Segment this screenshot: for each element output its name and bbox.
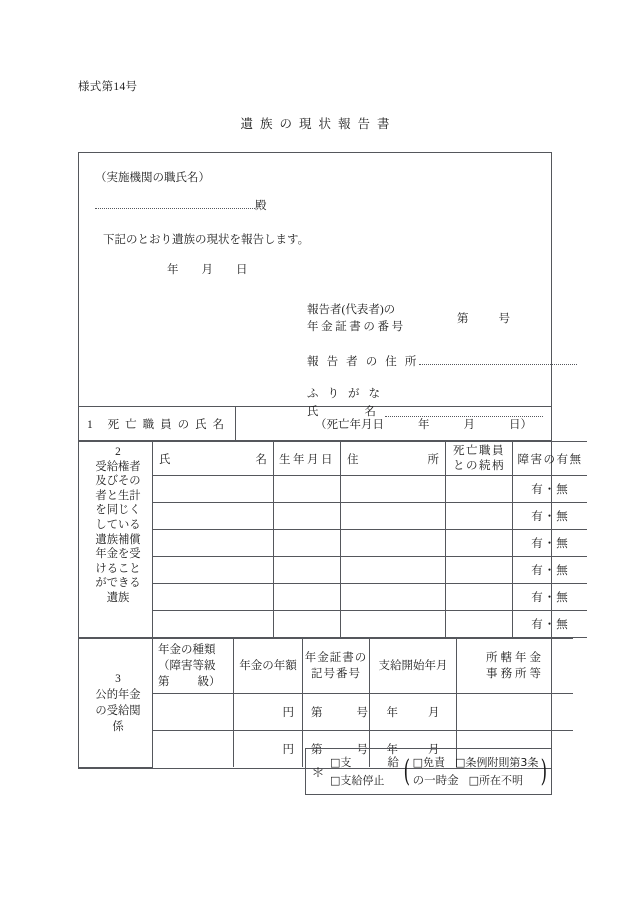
cell-name[interactable] <box>153 611 274 638</box>
cell-relation[interactable] <box>446 584 513 611</box>
cell-pension-amount[interactable]: 円 <box>234 731 303 768</box>
col-header-relation: 死亡職員 との続柄 <box>446 442 513 476</box>
cell-name[interactable] <box>153 476 274 503</box>
cell-pension-office[interactable] <box>457 694 574 731</box>
death-month: 月 <box>463 418 475 431</box>
cell-name[interactable] <box>153 584 274 611</box>
reporter-cert-number-field[interactable] <box>457 310 510 326</box>
table-row[interactable] <box>79 584 587 611</box>
cell-cert-number[interactable]: 第 号 <box>303 731 370 768</box>
cell-birthdate[interactable] <box>274 611 341 638</box>
cell-relation[interactable] <box>446 611 513 638</box>
cell-relation[interactable] <box>446 503 513 530</box>
cell-pension-amount[interactable]: 円 <box>234 694 303 731</box>
cert-no-suffix: 号 <box>498 313 510 325</box>
cell-address[interactable] <box>341 611 446 638</box>
official-use-box <box>305 748 552 795</box>
cell-disability[interactable]: 有・無 <box>513 557 588 584</box>
date-year-label: 年 <box>167 264 180 276</box>
col-header-address: 住 所 <box>341 442 446 476</box>
section1-label: 1 死亡職員の氏名 <box>79 407 236 441</box>
furigana-label: ふりがな <box>307 388 389 400</box>
cell-pension-kind[interactable] <box>153 694 234 731</box>
cell-address[interactable] <box>341 530 446 557</box>
table-row[interactable] <box>79 503 587 530</box>
reporter-cert-row <box>307 301 543 339</box>
cell-disability[interactable]: 有・無 <box>513 584 588 611</box>
cell-disability[interactable]: 有・無 <box>513 530 588 557</box>
reporter-cert-label-line1: 報告者(代表者)の <box>307 304 396 316</box>
exemption-row-2 <box>413 772 539 790</box>
col-header-disability: 障害の有無 <box>513 442 588 476</box>
cell-birthdate[interactable] <box>274 584 341 611</box>
section2-header-row <box>79 442 587 476</box>
reporter-name-label: 氏 名 <box>307 406 376 418</box>
col-header-birthdate: 生年月日 <box>274 442 341 476</box>
reporter-cert-label-line2: 年金証書の番号 <box>307 321 406 333</box>
cell-birthdate[interactable] <box>274 476 341 503</box>
declaration-date-field[interactable] <box>167 261 249 277</box>
cell-pension-kind[interactable] <box>153 731 234 768</box>
reporter-name-row[interactable] <box>307 385 543 421</box>
cell-address[interactable] <box>341 503 446 530</box>
cell-name[interactable] <box>153 503 274 530</box>
cell-address[interactable] <box>341 557 446 584</box>
cert-no-prefix: 第 <box>457 313 469 325</box>
table-row[interactable] <box>79 530 587 557</box>
table-row[interactable] <box>79 476 587 503</box>
lump-sum-label: の一時金 <box>412 774 459 787</box>
exemption-options <box>413 754 539 790</box>
col-header-name: 氏 名 <box>153 442 274 476</box>
option-ordinance-article3[interactable]: □条例附則第3条 <box>455 755 539 769</box>
option-exemption[interactable]: □免責 <box>412 755 446 769</box>
reporter-block <box>307 301 543 421</box>
cell-address[interactable] <box>341 584 446 611</box>
cell-name[interactable] <box>153 557 274 584</box>
dono-suffix: 殿 <box>255 200 267 212</box>
section3-side-label: 3 公的年金 の受給関 係 <box>79 639 153 768</box>
agency-name-field[interactable] <box>95 197 325 213</box>
section3-header-row <box>79 639 573 694</box>
page-title: 遺族の現状報告書 <box>240 117 397 131</box>
reporter-name-input-line[interactable] <box>385 416 543 417</box>
agency-name-label: （実施機関の職氏名） <box>95 172 210 184</box>
declaration-statement: 下記のとおり遺族の現状を報告します。 <box>103 234 310 246</box>
cell-start-date[interactable]: 年 月 <box>370 731 457 768</box>
exemption-row-1 <box>413 754 539 772</box>
cell-disability[interactable]: 有・無 <box>513 503 588 530</box>
form-number: 様式第14号 <box>78 81 138 93</box>
table-row[interactable] <box>79 611 587 638</box>
cell-start-date[interactable]: 年 月 <box>370 694 457 731</box>
cell-birthdate[interactable] <box>274 503 341 530</box>
cell-cert-number[interactable]: 第 号 <box>303 694 370 731</box>
table-row[interactable] <box>79 557 587 584</box>
cell-relation[interactable] <box>446 530 513 557</box>
date-day-label: 日 <box>236 264 249 276</box>
death-date-open: （死亡年月日 <box>315 418 384 431</box>
date-month-label: 月 <box>201 264 214 276</box>
section2-side-label: 2 受給権者 及びその 者と生計 を同じく している 遺族補償 年金を受 けること ができる 遺族 <box>79 442 153 638</box>
col-header-pension-kind: 年金の種類 （障害等級 第 級） <box>153 639 234 694</box>
option-payment[interactable]: □支 給 <box>330 755 399 769</box>
cell-relation[interactable] <box>446 557 513 584</box>
main-form-frame <box>78 152 583 769</box>
col-header-start-date: 支給開始年月 <box>370 639 457 694</box>
death-day: 日） <box>509 418 532 431</box>
reporter-address-input-line[interactable] <box>419 364 577 365</box>
col-header-pension-amount: 年金の年額 <box>234 639 303 694</box>
bracket-close: ) <box>541 753 548 789</box>
death-year: 年 <box>418 418 430 431</box>
declaration-block <box>79 153 551 418</box>
cell-disability[interactable]: 有・無 <box>513 476 588 503</box>
reporter-address-row[interactable] <box>307 353 543 369</box>
table-row[interactable] <box>79 694 573 731</box>
cell-name[interactable] <box>153 530 274 557</box>
reporter-address-label: 報 告 者 の 住 所 <box>307 356 419 368</box>
col-header-pension-office: 所轄年金 事務所等 <box>457 639 574 694</box>
option-whereabouts-unknown[interactable]: □所在不明 <box>468 773 524 787</box>
cell-address[interactable] <box>341 476 446 503</box>
cell-relation[interactable] <box>446 476 513 503</box>
cell-birthdate[interactable] <box>274 530 341 557</box>
agency-name-input-line[interactable] <box>95 208 255 209</box>
exemption-options-group <box>401 754 550 790</box>
cell-birthdate[interactable] <box>274 557 341 584</box>
asterisk-marker: ＊ <box>311 765 325 780</box>
bracket-open: ( <box>403 753 410 789</box>
cell-disability[interactable]: 有・無 <box>513 611 588 638</box>
section2-table <box>79 441 587 638</box>
option-payment-suspended[interactable]: □支給停止 <box>330 773 385 787</box>
payment-status-options <box>330 754 399 790</box>
col-header-cert-number: 年金証書の 記号番号 <box>303 639 370 694</box>
